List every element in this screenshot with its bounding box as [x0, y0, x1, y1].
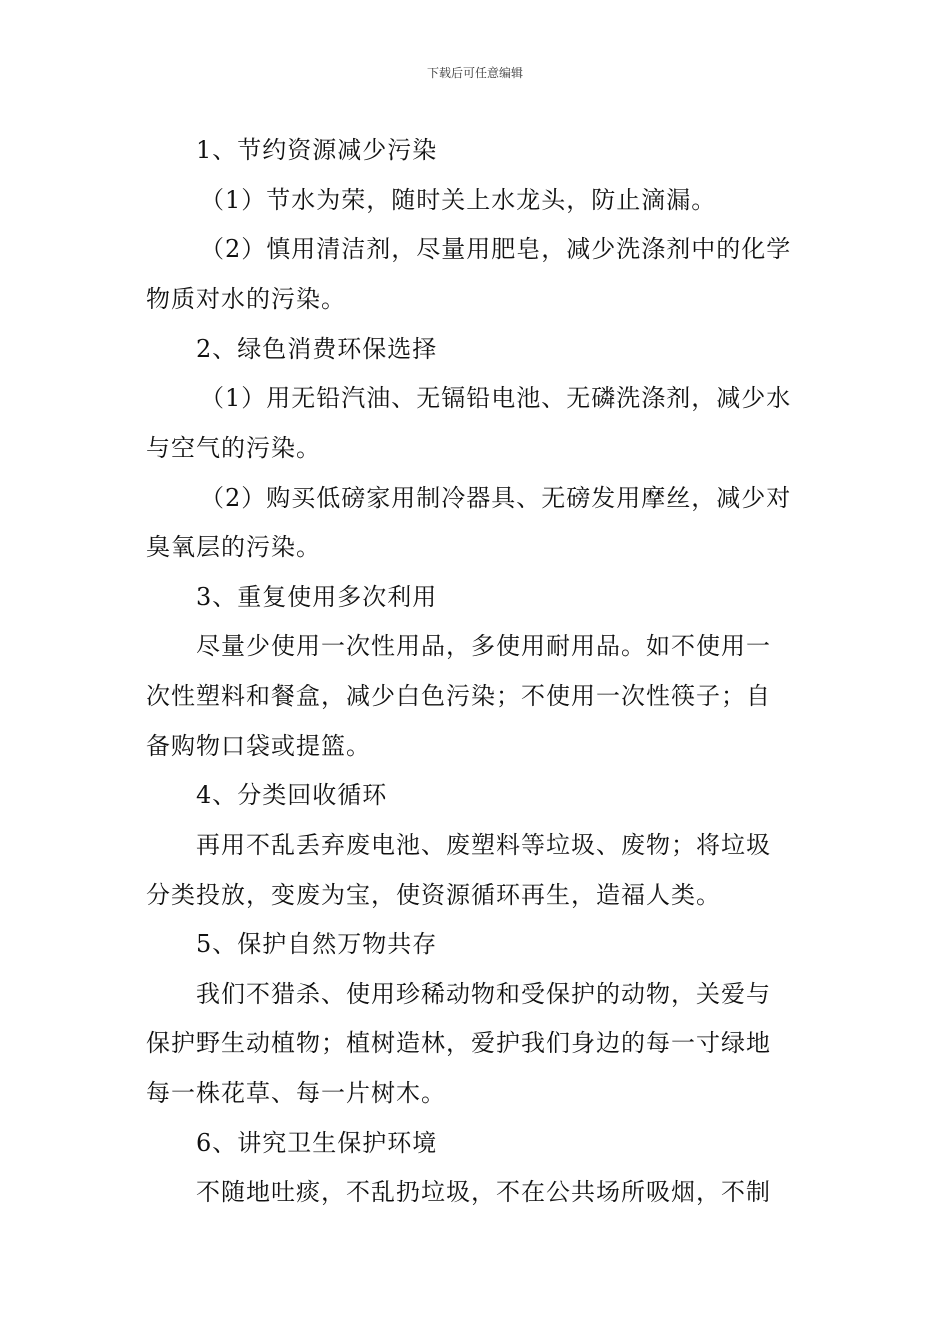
- paragraph-line: 臭氧层的污染。: [146, 533, 321, 561]
- paragraph-line: 物质对水的污染。: [146, 285, 346, 313]
- paragraph-line: （1）节水为荣，随时关上水龙头，防止滴漏。: [200, 186, 717, 214]
- paragraph-line: 每一株花草、每一片树木。: [146, 1079, 446, 1107]
- paragraph-line: （1）用无铅汽油、无镉铅电池、无磷洗涤剂，减少水: [200, 384, 792, 412]
- section-heading-2: 2、绿色消费环保选择: [196, 335, 438, 363]
- section-heading-3: 3、重复使用多次利用: [196, 583, 438, 611]
- paragraph-line: 尽量少使用一次性用品，多使用耐用品。如不使用一: [196, 632, 771, 660]
- section-heading-1: 1、节约资源减少污染: [196, 136, 438, 164]
- paragraph-line: 不随地吐痰，不乱扔垃圾，不在公共场所吸烟，不制: [196, 1178, 771, 1206]
- section-heading-6: 6、讲究卫生保护环境: [196, 1129, 438, 1157]
- paragraph-line: （2）慎用清洁剂，尽量用肥皂，减少洗涤剂中的化学: [200, 235, 792, 263]
- section-heading-5: 5、保护自然万物共存: [196, 930, 438, 958]
- paragraph-line: 再用不乱丢弃废电池、废塑料等垃圾、废物；将垃圾: [196, 831, 771, 859]
- paragraph-line: 我们不猎杀、使用珍稀动物和受保护的动物，关爱与: [196, 980, 771, 1008]
- section-heading-4: 4、分类回收循环: [196, 781, 388, 809]
- header-note: 下载后可任意编辑: [426, 66, 523, 80]
- paragraph-line: 次性塑料和餐盒，减少白色污染；不使用一次性筷子；自: [146, 682, 771, 710]
- paragraph-line: 备购物口袋或提篮。: [146, 732, 371, 760]
- paragraph-line: 分类投放，变废为宝，使资源循环再生，造福人类。: [146, 881, 721, 909]
- paragraph-line: （2）购买低磅家用制冷器具、无磅发用摩丝，减少对: [200, 484, 792, 512]
- paragraph-line: 保护野生动植物；植树造林，爱护我们身边的每一寸绿地: [146, 1029, 771, 1057]
- paragraph-line: 与空气的污染。: [146, 434, 321, 462]
